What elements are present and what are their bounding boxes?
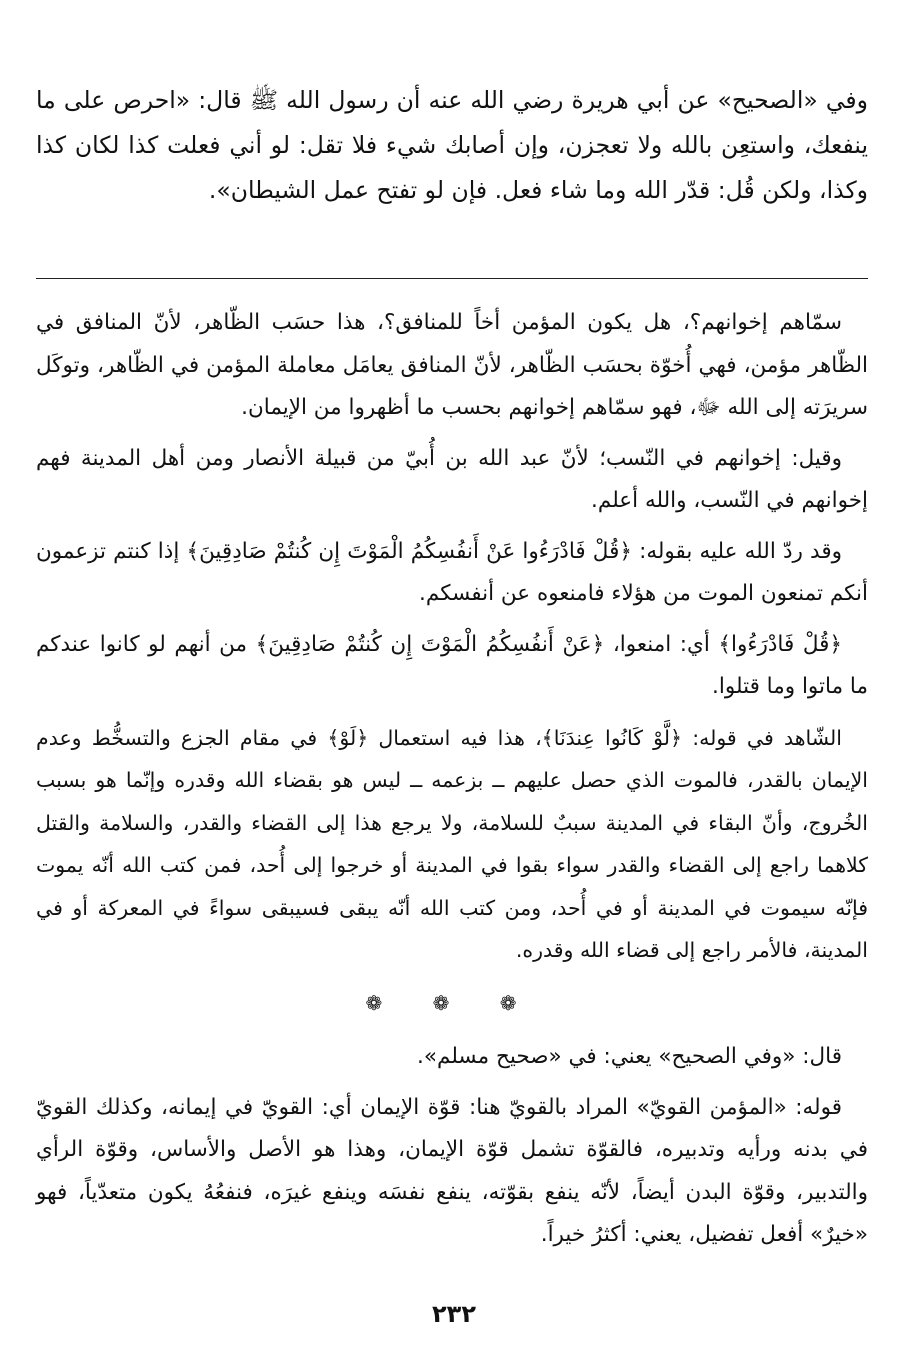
paragraph-sahih: قال: «وفي الصحيح» يعني: في «صحيح مسلم». [417, 1044, 842, 1069]
section-separator-stars: ❁ ❁ ❁ [365, 990, 539, 1015]
paragraph-brothers: سمّاهم إخوانهم؟، هل يكون المؤمن أخاً للمنافق؟، هذا حسَب الظّاهر، لأنّ المنافق في الظّاهر مؤمن، فهي أُخوّة بحسَب الظّاهر، لأنّ المنافق يعامَل معاملة المؤمن في الظّاهر، وتوكَل سريرَته إلى الله ﷻ، فهو سمّاهم إخوانهم بحسب ما أظهروا من الإيمان. [36, 310, 868, 420]
commentary-body [36, 302, 868, 1257]
paragraph-evidence: الشّاهد في قوله: ﴿لَّوْ كَانُوا عِندَنَا﴾، هذا فيه استعمال ﴿لَوْ﴾ في مقام الجزع والتسخُّط وعدم الإيمان بالقدر، فالموت الذي حصل عليهم ــ بزعمه ــ ليس هو بقضاء الله وقدره وإنّما هو بسبب الخُروج، وأنّ البقاء في المدينة سببٌ للسلامة، ولا يرجع هذا إلى القضاء والقدر، والسلامة والقتل كلاهما راجع إلى القضاء والقدر سواء بقوا في المدينة أو خرجوا إلى أُحد، فمن كتب الله أنّه يموت فإنّه سيموت في المدينة أو في أُحد، ومن كتب الله أنّه يبقى فسيبقى سواءً في المعركة أو في المدينة، فالأمر راجع إلى قضاء الله وقدره. [36, 725, 868, 962]
paragraph-verse-explanation: ﴿قُلْ فَادْرَءُوا﴾ أي: امنعوا، ﴿عَنْ أَنفُسِكُمُ الْمَوْتَ إِن كُنتُمْ صَادِقِينَ﴾ من أنهم لو كانوا عندكم ما ماتوا وما قتلوا. [36, 631, 868, 699]
page-number: ٢٣٢ [432, 1300, 476, 1328]
paragraph-lineage: وقيل: إخوانهم في النّسب؛ لأنّ عبد الله بن أُبيّ من قبيلة الأنصار ومن أهل المدينة فهم إخوانهم في النّسب، والله أعلم. [36, 445, 868, 513]
footnote-separator-rule [36, 278, 868, 279]
hadith-box: وفي «الصحيح» عن أبي هريرة رضي الله عنه أن رسول الله ﷺ قال: «احرص على ما ينفعك، واستعِن بالله ولا تعجزن، وإن أصابك شيء فلا تقل: لو أني فعلت كذا لكان كذا وكذا، ولكن قُل: قدّر الله وما شاء فعل. فإن لو تفتح عمل الشيطان». [36, 86, 868, 204]
paragraph-strong-believer: قوله: «المؤمن القويّ» المراد بالقويّ هنا: قوّة الإيمان أي: القويّ في إيمانه، وكذلك القويّ في بدنه ورأيه وتدبيره، فالقوّة تشمل قوّة الإيمان، وهذا هو الأصل والأساس، وقوّة الرأي والتدبير، وقوّة البدن أيضاً، لأنّه ينفع بقوّته، ينفع نفسَه وينفع غيرَه، فنفعُهُ يكون متعدّياً، فهو «خيرٌ» أفعل تفضيل، يعني: أكثرُ خيراً. [36, 1094, 868, 1247]
paragraph-refutation: وقد ردّ الله عليه بقوله: ﴿قُلْ فَادْرَءُوا عَنْ أَنفُسِكُمُ الْمَوْتَ إِن كُنتُمْ صَادِقِينَ﴾ إذا كنتم تزعمون أنكم تمنعون الموت من هؤلاء فامنعوه عن أنفسكم. [36, 538, 868, 606]
